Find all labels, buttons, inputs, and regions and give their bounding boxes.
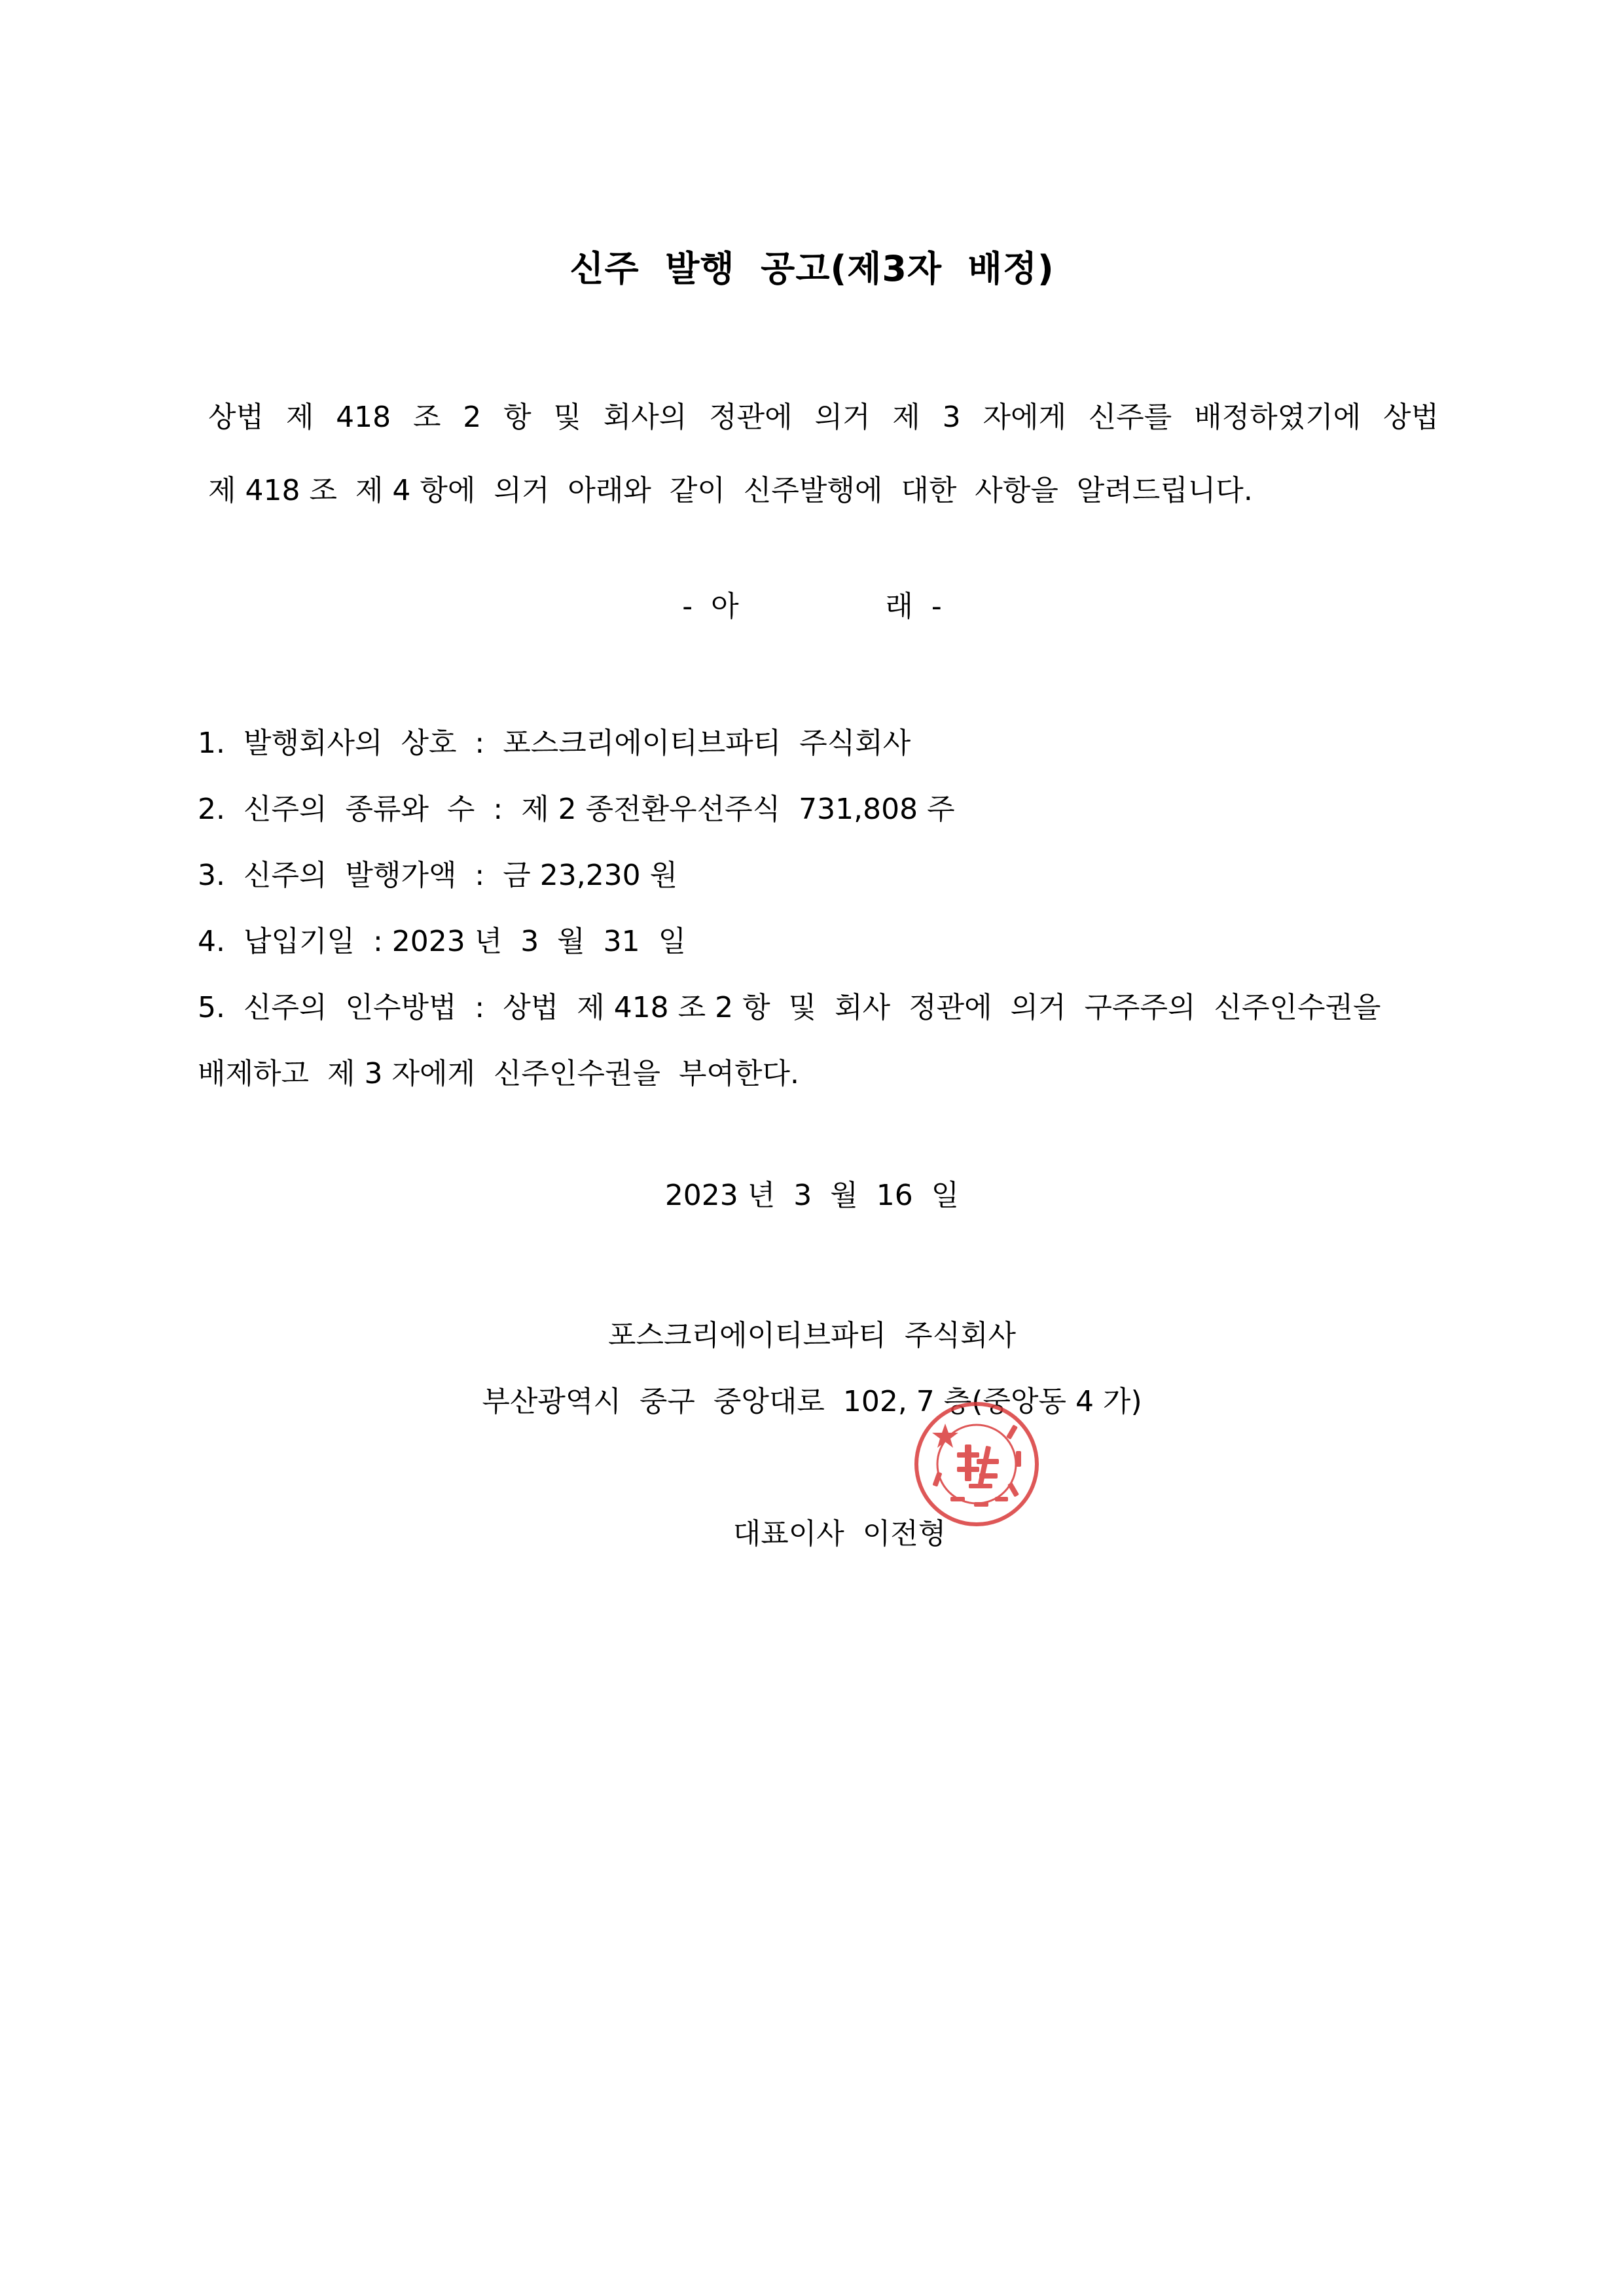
company-name: 포스크리에이티브파티 주식회사 — [607, 1319, 1017, 1352]
signature-block — [0, 1302, 1624, 1633]
section-heading: - 아 래 - — [682, 590, 942, 623]
list-item: 3. 신주의 발행가액 : 금 23,230 원 — [198, 859, 678, 892]
notice-date: 2023 년 3 월 16 일 — [664, 1179, 960, 1212]
intro-line-1: 상법 제 418 조 2 항 및 회사의 정관에 의거 제 3 자에게 신주를 배정하였기에 상법 — [208, 401, 1439, 434]
intro-line-2: 제 418 조 제 4 항에 의거 아래와 같이 신주발행에 대한 사항을 알려드립니다. — [208, 474, 1253, 507]
notice-items-list — [198, 710, 1441, 1107]
list-item: 1. 발행회사의 상호 : 포스크리에이티브파티 주식회사 — [198, 726, 911, 760]
representative-name: 대표이사 이전형 — [732, 1517, 947, 1551]
intro-paragraph — [208, 381, 1439, 528]
list-item: 배제하고 제 3 자에게 신주인수권을 부여한다. — [198, 1057, 799, 1090]
list-item: 4. 납입기일 : 2023 년 3 월 31 일 — [198, 925, 687, 958]
company-address: 부산광역시 중구 중앙대로 102, 7 층(중앙동 4 가) — [482, 1385, 1142, 1418]
page-title: 신주 발행 공고(제3자 배정) — [569, 248, 1055, 289]
list-item: 2. 신주의 종류와 수 : 제 2 종전환우선주식 731,808 주 — [198, 793, 955, 826]
company-seal-icon — [911, 1399, 1042, 1530]
list-item: 5. 신주의 인수방법 : 상법 제 418 조 2 항 및 회사 정관에 의거 구주주의 신주인수권을 — [198, 991, 1381, 1024]
representative-line — [0, 1435, 1624, 1633]
